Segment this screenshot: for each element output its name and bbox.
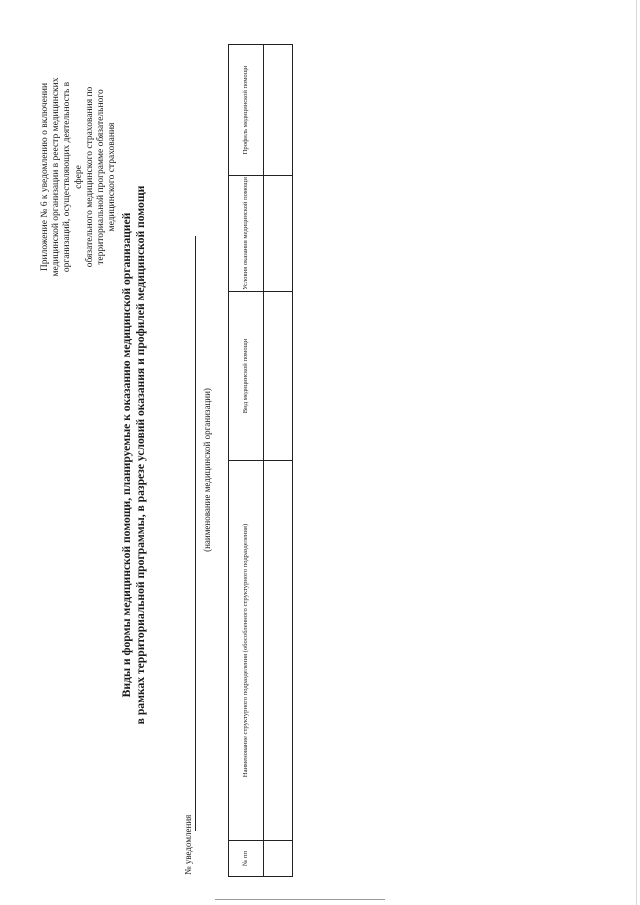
table-cell[interactable] [264, 176, 293, 292]
table-row [264, 45, 293, 877]
title-line: в рамках территориальной программы, в разрезе условий оказания и профилей медицинской помощи [134, 185, 147, 725]
appendix-line: территориальной программе обязательного [96, 89, 107, 265]
organization-name-line [195, 236, 196, 831]
table-cell[interactable] [264, 841, 293, 877]
table-cell[interactable] [264, 461, 293, 841]
header-structural-unit: Наименование структурного подразделения (обособленного структурного подразделения) [229, 461, 264, 841]
header-care-profile: Профиль медицинской помощи [229, 45, 264, 176]
services-table [228, 45, 291, 877]
table-cell[interactable] [264, 292, 293, 461]
header-number: № пп [229, 841, 264, 877]
appendix-note [40, 77, 118, 277]
appendix-line: медицинского страхования [107, 122, 118, 232]
title-line: Виды и формы медицинской помощи, планируемые к оказанию медицинской организацией [120, 212, 133, 698]
document-title [120, 145, 148, 765]
table-header-row [229, 45, 264, 877]
header-care-type: Вид медицинской помощи [229, 292, 264, 461]
appendix-line: Приложение № 6 к уведомлению о включении [40, 82, 50, 272]
table-cell[interactable] [264, 45, 293, 176]
notice-number-label: № уведомления [183, 814, 193, 875]
appendix-line: медицинской организации в реестр медицинских [51, 77, 62, 277]
appendix-line: обязательного медицинского страхования по [84, 86, 95, 268]
appendix-line: организаций, осуществляющих деятельность в сфере [62, 81, 84, 273]
header-care-conditions: Условия оказания медицинской помощи [229, 176, 264, 292]
organization-name-caption: (наименование медицинской организации) [202, 388, 212, 552]
